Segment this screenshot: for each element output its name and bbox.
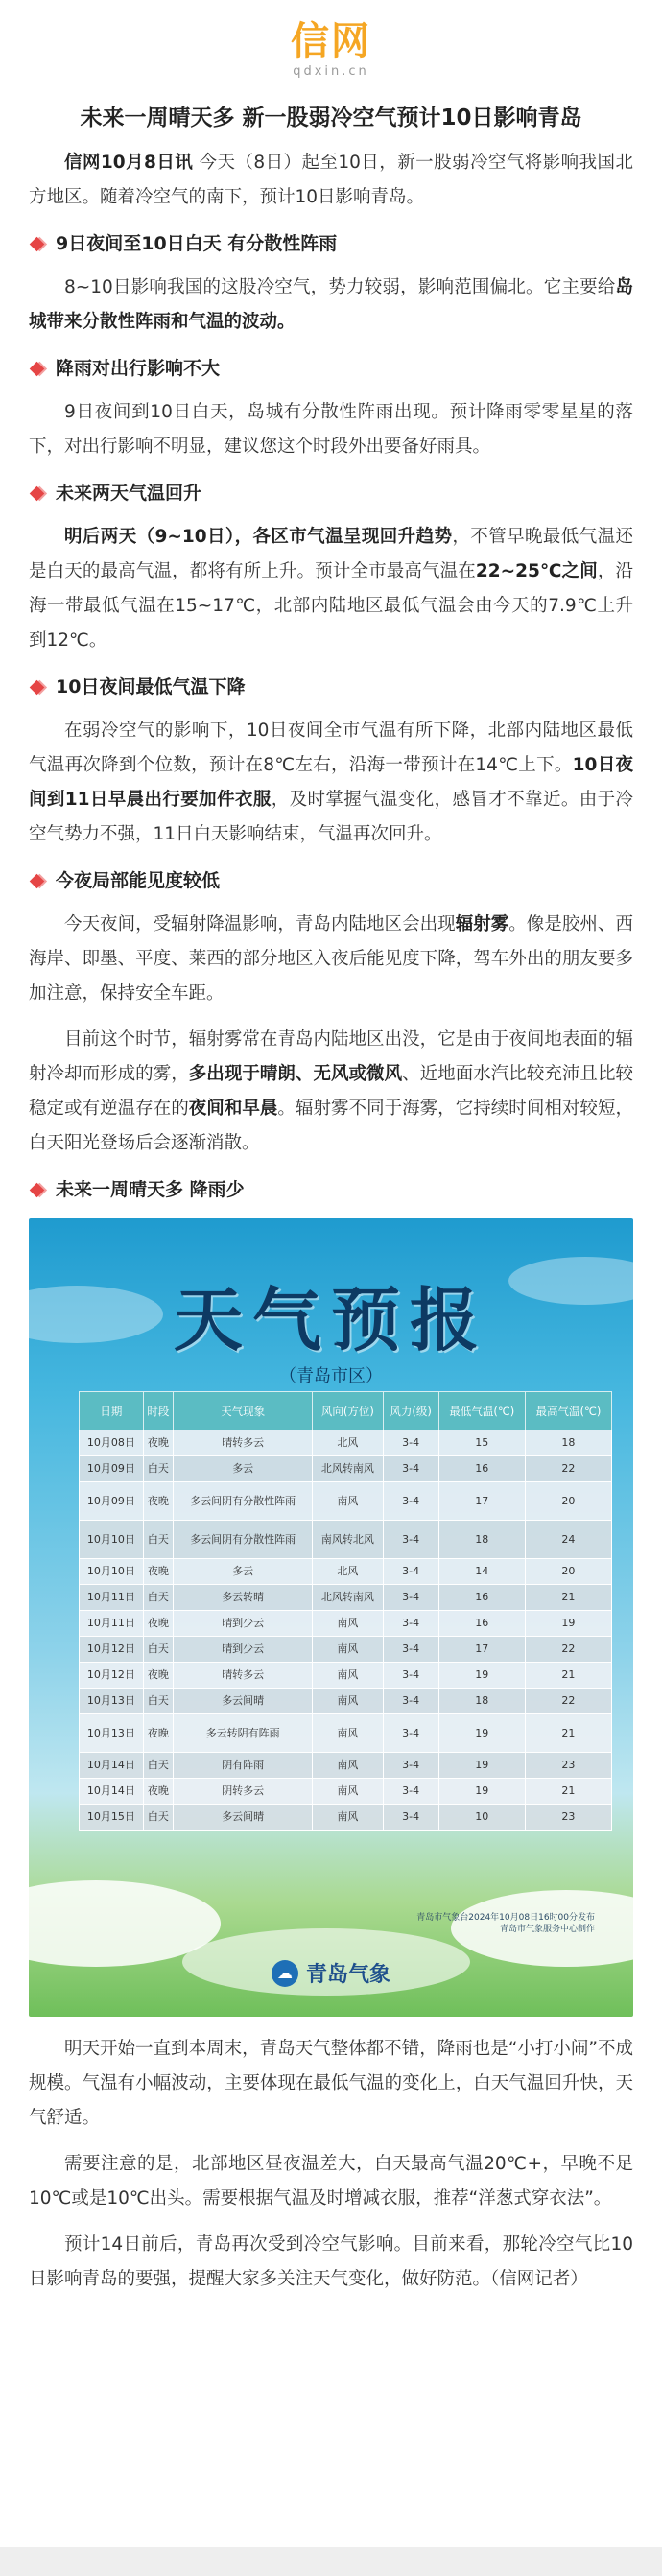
qingdao-weather-logo-icon: ☁ <box>272 1960 298 1987</box>
text-span: ，及时掌握气温变化，感冒才不靠近。由于冷空气势力不强，11日白天影响结束，气温再次回升。 <box>29 790 633 844</box>
paragraph-2: 9日夜间到10日白天，岛城有分散性阵雨出现。预计降雨零零星星的落下，对出行影响不明显，建议您这个时段外出要备好雨具。 <box>29 402 633 457</box>
poster-footnote <box>416 1912 595 1935</box>
table-cell: 南风 <box>313 1714 383 1753</box>
site-logo[interactable]: 信网 <box>291 18 371 63</box>
table-row <box>80 1637 612 1663</box>
forecast-poster-image[interactable] <box>29 1218 633 2017</box>
text-span: 今天夜间，受辐射降温影响，青岛内陆地区会出现 <box>64 914 456 934</box>
table-cell: 21 <box>525 1663 611 1689</box>
table-cell: 19 <box>438 1663 525 1689</box>
table-cell: 10月13日 <box>80 1689 144 1714</box>
table-cell: 10月10日 <box>80 1521 144 1559</box>
table-cell: 白天 <box>143 1637 173 1663</box>
table-row <box>80 1430 612 1456</box>
table-header-row <box>80 1392 612 1430</box>
table-cell: 10月09日 <box>80 1482 144 1521</box>
paragraph-6 <box>29 1023 633 1161</box>
table-cell: 3-4 <box>383 1689 438 1714</box>
table-cell: 3-4 <box>383 1456 438 1482</box>
table-cell: 多云间阴有分散性阵雨 <box>174 1521 313 1559</box>
table-cell: 17 <box>438 1482 525 1521</box>
table-cell: 18 <box>438 1521 525 1559</box>
table-cell: 20 <box>525 1559 611 1585</box>
diamond-bullet-icon <box>30 485 45 501</box>
poster-brand-name: 青岛气象 <box>305 1963 390 1987</box>
table-cell: 3-4 <box>383 1585 438 1611</box>
table-cell: 22 <box>525 1456 611 1482</box>
bold-span: 22~25℃之间 <box>475 561 598 581</box>
poster-title: 天气预报 <box>173 1280 488 1360</box>
table-cell: 22 <box>525 1689 611 1714</box>
table-row <box>80 1559 612 1585</box>
table-cell: 北风转南风 <box>313 1585 383 1611</box>
table-cell: 白天 <box>143 1753 173 1779</box>
diamond-bullet-icon <box>30 679 45 695</box>
table-cell: 白天 <box>143 1585 173 1611</box>
table-cell: 南风 <box>313 1779 383 1805</box>
table-cell: 多云 <box>174 1559 313 1585</box>
text-span: 、近地面水汽比较充沛且比较稳定或有逆温存在的 <box>29 1064 633 1119</box>
column-header: 最高气温(℃) <box>525 1392 611 1430</box>
table-cell: 北风 <box>313 1430 383 1456</box>
bold-span: 岛城带来分散性阵雨和气温的波动。 <box>29 277 633 332</box>
paragraph-7: 明天开始一直到本周末，青岛天气整体都不错，降雨也是“小打小闹”不成规模。气温有小幅波动，主要体现在最低气温的变化上，白天气温回升快，天气舒适。 <box>29 2039 633 2128</box>
table-cell: 3-4 <box>383 1663 438 1689</box>
table-cell: 晴到少云 <box>174 1637 313 1663</box>
table-cell: 夜晚 <box>143 1611 173 1637</box>
section-heading-1 <box>28 226 633 261</box>
table-cell: 18 <box>438 1689 525 1714</box>
section-heading-3 <box>28 476 633 510</box>
table-cell: 北风 <box>313 1559 383 1585</box>
table-cell: 夜晚 <box>143 1482 173 1521</box>
table-cell: 3-4 <box>383 1779 438 1805</box>
paragraph-5 <box>29 908 633 1011</box>
table-cell: 3-4 <box>383 1521 438 1559</box>
site-domain: qdxin.cn <box>293 63 369 79</box>
bold-span: 明后两天（9~10日），各区市气温呈现回升趋势 <box>64 527 453 547</box>
table-cell: 多云 <box>174 1456 313 1482</box>
table-cell: 10月09日 <box>80 1456 144 1482</box>
table-cell: 10月12日 <box>80 1663 144 1689</box>
table-cell: 21 <box>525 1779 611 1805</box>
text-span: 。辐射雾不同于海雾，它持续时间相对较短，白天阳光登场后会逐渐消散。 <box>29 1099 633 1153</box>
table-cell: 21 <box>525 1714 611 1753</box>
column-header: 日期 <box>80 1392 144 1430</box>
table-cell: 19 <box>438 1753 525 1779</box>
intro-paragraph <box>29 146 633 215</box>
page-footer-bar <box>0 2547 662 2576</box>
table-cell: 多云转晴 <box>174 1585 313 1611</box>
table-row <box>80 1456 612 1482</box>
table-cell: 3-4 <box>383 1753 438 1779</box>
section-heading-2 <box>28 351 633 386</box>
table-cell: 晴转多云 <box>174 1430 313 1456</box>
intro-text: 今天（8日）起至10日，新一股弱冷空气将影响我国北方地区。随着冷空气的南下，预计10日影响青岛。 <box>29 153 633 207</box>
table-cell: 3-4 <box>383 1559 438 1585</box>
column-header: 天气现象 <box>174 1392 313 1430</box>
table-cell: 多云间阴有分散性阵雨 <box>174 1482 313 1521</box>
forecast-table <box>79 1391 612 1831</box>
table-cell: 3-4 <box>383 1482 438 1521</box>
table-cell: 10月08日 <box>80 1430 144 1456</box>
table-cell: 10月13日 <box>80 1714 144 1753</box>
table-cell: 北风转南风 <box>313 1456 383 1482</box>
table-cell: 3-4 <box>383 1430 438 1456</box>
intro-lead: 信网10月8日讯 <box>64 153 194 173</box>
table-cell: 3-4 <box>383 1611 438 1637</box>
text-span: 在弱冷空气的影响下，10日夜间全市气温有所下降，北部内陆地区最低气温再次降到个位数，预计在8℃左右，沿海一带预计在14℃上下。 <box>29 721 633 775</box>
section-heading-text: 未来一周晴天多 降雨少 <box>56 1179 245 1200</box>
table-cell: 15 <box>438 1430 525 1456</box>
diamond-bullet-icon <box>30 236 45 251</box>
table-cell: 夜晚 <box>143 1779 173 1805</box>
table-cell: 多云间晴 <box>174 1689 313 1714</box>
table-cell: 10月11日 <box>80 1611 144 1637</box>
table-cell: 24 <box>525 1521 611 1559</box>
table-cell: 夜晚 <box>143 1559 173 1585</box>
table-row <box>80 1753 612 1779</box>
table-cell: 3-4 <box>383 1805 438 1831</box>
table-cell: 阴转多云 <box>174 1779 313 1805</box>
site-header <box>0 0 662 88</box>
table-cell: 3-4 <box>383 1714 438 1753</box>
table-cell: 南风 <box>313 1482 383 1521</box>
table-cell: 10月14日 <box>80 1753 144 1779</box>
column-header: 风力(级) <box>383 1392 438 1430</box>
section-heading-text: 未来两天气温回升 <box>56 483 202 504</box>
bold-span: 多出现于晴朗、无风或微风 <box>188 1064 403 1084</box>
table-cell: 23 <box>525 1753 611 1779</box>
table-row <box>80 1482 612 1521</box>
table-cell: 南风 <box>313 1611 383 1637</box>
table-cell: 18 <box>525 1430 611 1456</box>
section-heading-text: 10日夜间最低气温下降 <box>56 676 246 697</box>
table-cell: 10月10日 <box>80 1559 144 1585</box>
table-cell: 10 <box>438 1805 525 1831</box>
bold-span: 10日夜间到11日早晨出行要加件衣服 <box>29 755 633 810</box>
table-cell: 10月14日 <box>80 1779 144 1805</box>
diamond-bullet-icon <box>30 1182 45 1197</box>
section-heading-text: 今夜局部能见度较低 <box>56 870 221 891</box>
table-cell: 晴到少云 <box>174 1611 313 1637</box>
table-cell: 白天 <box>143 1521 173 1559</box>
article-title: 未来一周晴天多 新一股弱冷空气预计10日影响青岛 <box>80 106 582 130</box>
table-cell: 16 <box>438 1456 525 1482</box>
table-cell: 夜晚 <box>143 1663 173 1689</box>
table-cell: 16 <box>438 1585 525 1611</box>
bold-span: 辐射雾 <box>455 914 509 934</box>
table-cell: 南风转北风 <box>313 1521 383 1559</box>
diamond-bullet-icon <box>30 361 45 376</box>
table-cell: 南风 <box>313 1689 383 1714</box>
table-cell: 19 <box>438 1779 525 1805</box>
bold-span: 夜间和早晨 <box>188 1099 278 1119</box>
table-cell: 夜晚 <box>143 1714 173 1753</box>
section-heading-6 <box>28 1172 633 1207</box>
table-cell: 22 <box>525 1637 611 1663</box>
section-heading-4 <box>28 670 633 704</box>
table-cell: 19 <box>438 1714 525 1753</box>
table-cell: 16 <box>438 1611 525 1637</box>
table-cell: 多云间晴 <box>174 1805 313 1831</box>
poster-brand <box>29 1958 633 1988</box>
table-cell: 19 <box>525 1611 611 1637</box>
table-row <box>80 1663 612 1689</box>
poster-footnote-line: 青岛市气象服务中心制作 <box>499 1925 595 1934</box>
table-cell: 白天 <box>143 1805 173 1831</box>
column-header: 时段 <box>143 1392 173 1430</box>
table-row <box>80 1714 612 1753</box>
paragraph-3 <box>29 520 633 658</box>
table-cell: 10月11日 <box>80 1585 144 1611</box>
table-row <box>80 1521 612 1559</box>
table-cell: 南风 <box>313 1805 383 1831</box>
paragraph-9: 预计14日前后，青岛再次受到冷空气影响。目前来看，那轮冷空气比10日影响青岛的要强，提醒大家多关注天气变化，做好防范。（信网记者） <box>29 2234 633 2289</box>
poster-footnote-line: 青岛市气象台2024年10月08日16时00分发布 <box>416 1913 595 1923</box>
section-heading-text: 降雨对出行影响不大 <box>56 358 221 379</box>
table-cell: 17 <box>438 1637 525 1663</box>
text-span: 。像是胶州、西海岸、即墨、平度、莱西的部分地区入夜后能见度下降，驾车外出的朋友要多加注意，保持安全车距。 <box>29 914 633 1004</box>
table-cell: 20 <box>525 1482 611 1521</box>
forecast-table-body <box>80 1430 612 1831</box>
column-header: 风向(方位) <box>313 1392 383 1430</box>
table-row <box>80 1805 612 1831</box>
text-span: 目前这个时节，辐射雾常在青岛内陆地区出没，它是由于夜间地表面的辐射冷却而形成的雾， <box>29 1029 633 1084</box>
paragraph-1 <box>29 271 633 340</box>
table-cell: 南风 <box>313 1753 383 1779</box>
table-row <box>80 1779 612 1805</box>
poster-subtitle: （青岛市区） <box>279 1366 383 1386</box>
paragraph-8: 需要注意的是，北部地区昼夜温差大，白天最高气温20℃+，早晚不足10℃或是10℃出头。需要根据气温及时增减衣服，推荐“洋葱式穿衣法”。 <box>29 2154 633 2209</box>
table-cell: 南风 <box>313 1663 383 1689</box>
table-cell: 南风 <box>313 1637 383 1663</box>
diamond-bullet-icon <box>30 873 45 888</box>
table-cell: 阴有阵雨 <box>174 1753 313 1779</box>
text-span: ，沿海一带最低气温在15~17℃，北部内陆地区最低气温会由今天的7.9℃上升到12℃。 <box>29 561 633 650</box>
table-cell: 夜晚 <box>143 1430 173 1456</box>
table-row <box>80 1689 612 1714</box>
table-cell: 白天 <box>143 1456 173 1482</box>
table-cell: 21 <box>525 1585 611 1611</box>
text-span: ，不管早晚最低气温还是白天的最高气温，都将有所上升。预计全市最高气温在 <box>29 527 633 581</box>
column-header: 最低气温(℃) <box>438 1392 525 1430</box>
section-heading-text: 9日夜间至10日白天 有分散性阵雨 <box>56 233 338 254</box>
table-cell: 10月12日 <box>80 1637 144 1663</box>
paragraph-4 <box>29 714 633 852</box>
table-cell: 多云转阴有阵雨 <box>174 1714 313 1753</box>
article-body <box>0 146 662 2297</box>
table-cell: 白天 <box>143 1689 173 1714</box>
table-cell: 23 <box>525 1805 611 1831</box>
table-cell: 10月15日 <box>80 1805 144 1831</box>
table-cell: 3-4 <box>383 1637 438 1663</box>
table-row <box>80 1585 612 1611</box>
text-span: 8~10日影响我国的这股冷空气，势力较弱，影响范围偏北。它主要给 <box>64 277 616 297</box>
section-heading-5 <box>28 863 633 898</box>
table-cell: 晴转多云 <box>174 1663 313 1689</box>
table-cell: 14 <box>438 1559 525 1585</box>
table-row <box>80 1611 612 1637</box>
